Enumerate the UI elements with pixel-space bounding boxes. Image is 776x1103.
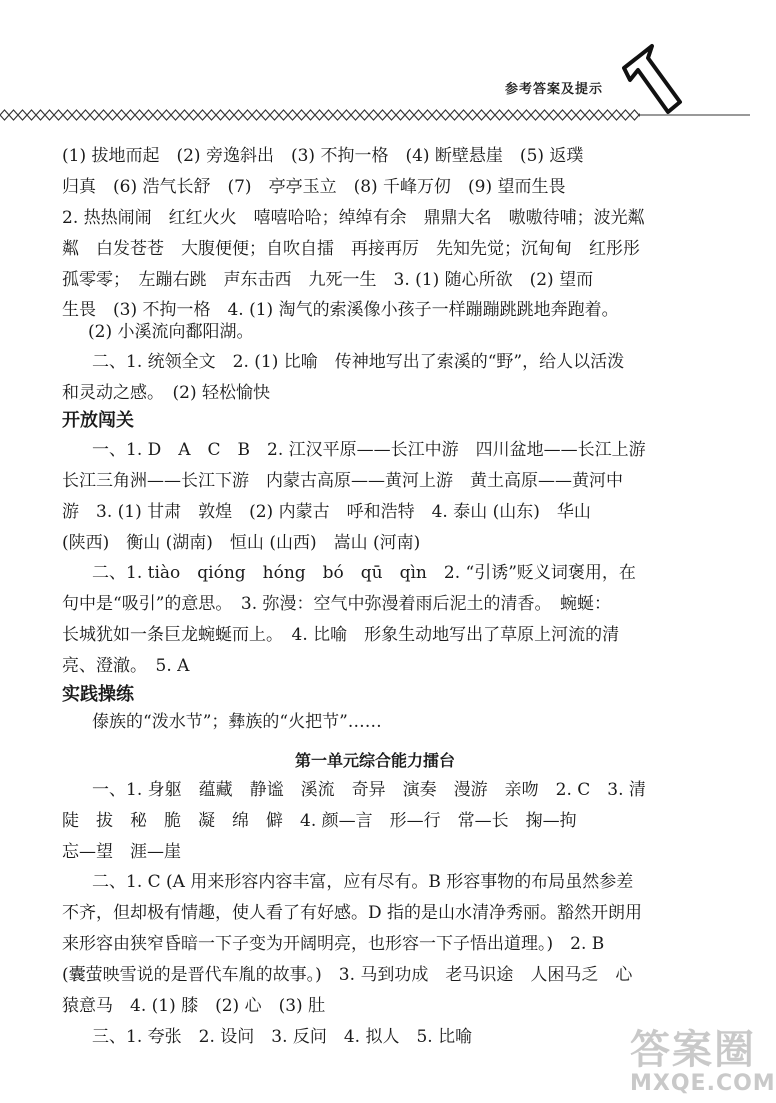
- decorative-chain-rule: [0, 108, 750, 122]
- text-line: (囊萤映雪说的是晋代车胤的故事。) 3. 马到功成 老马识途 人困马乏 心: [62, 965, 633, 985]
- section-heading: 实践操练: [62, 684, 134, 705]
- text-line: 亮、澄澈。 5. A: [62, 656, 190, 676]
- text-line: 2. 热热闹闹 红红火火 嘻嘻哈哈；绰绰有余 鼎鼎大名 嗷嗷待哺；波光粼: [62, 208, 645, 228]
- text-line: 和灵动之感。 (2) 轻松愉快: [62, 383, 270, 403]
- text-line: 长城犹如一条巨龙蜿蜒而上。 4. 比喻 形象生动地写出了草原上河流的清: [62, 625, 620, 645]
- text-line: 来形容由狭窄昏暗一下子变为开阔明亮，也形容一下子悟出道理。) 2. B: [62, 934, 605, 954]
- text-line: 二、1. tiào qióng hóng bó qū qìn 2. “引诱”贬义词褒用，在: [92, 563, 636, 583]
- text-line: 句中是“吸引”的意思。 3. 弥漫：空气中弥漫着雨后泥土的清香。 蜿蜒：: [62, 594, 612, 614]
- text-line: 二、1. 统领全文 2. (1) 比喻 传神地写出了索溪的“野”，给人以活泼: [92, 352, 625, 372]
- text-line: 生畏 (3) 不拘一格 4. (1) 淘气的索溪像小孩子一样蹦蹦跳跳地奔跑着。: [62, 300, 619, 320]
- text-line: 一、1. 身躯 蕴藏 静谧 溪流 奇异 演奏 漫游 亲吻 2. C 3. 清: [92, 780, 646, 800]
- text-line: (2) 小溪流向鄱阳湖。: [88, 322, 254, 342]
- text-line: 孤零零； 左蹦右跳 声东击西 九死一生 3. (1) 随心所欲 (2) 望而: [62, 270, 594, 290]
- text-line: 傣族的“泼水节”；彝族的“火把节”……: [92, 712, 382, 732]
- text-line: 一、1. D A C B 2. 江汉平原——长江中游 四川盆地——长江上游: [92, 440, 646, 460]
- text-line: 游 3. (1) 甘肃 敦煌 (2) 内蒙古 呼和浩特 4. 泰山 (山东) 华山: [62, 502, 591, 522]
- header-label: 参考答案及提示: [505, 82, 604, 97]
- text-line: 陡 拔 秘 脆 凝 绵 僻 4. 颜—言 形—行 常—长 掬—拘: [62, 811, 577, 831]
- text-line: 粼 白发苍苍 大腹便便；自吹自擂 再接再厉 先知先觉；沉甸甸 红彤彤: [62, 239, 640, 259]
- text-line: 归真 (6) 浩气长舒 (7) 亭亭玉立 (8) 千峰万仞 (9) 望而生畏: [62, 177, 566, 197]
- text-line: 长江三角洲——长江下游 内蒙古高原——黄河上游 黄土高原——黄河中: [62, 471, 623, 491]
- text-line: 忘—望 涯—崖: [62, 842, 181, 862]
- text-line: 二、1. C (A 用来形容内容丰富，应有尽有。B 形容事物的布局虽然参差: [92, 872, 634, 892]
- text-line: 猿意马 4. (1) 膝 (2) 心 (3) 肚: [62, 996, 326, 1016]
- watermark-logo: [630, 1018, 776, 1096]
- unit-title: 第一单元综合能力擂台: [294, 751, 455, 770]
- text-line: (陕西) 衡山 (湖南) 恒山 (山西) 嵩山 (河南): [62, 533, 421, 553]
- watermark-url: MXQE.COM: [630, 1071, 776, 1096]
- text-line: (1) 拔地而起 (2) 旁逸斜出 (3) 不拘一格 (4) 断壁悬崖 (5) 返璞: [62, 146, 584, 166]
- section-heading: 开放闯关: [62, 410, 134, 431]
- watermark-text: 答案圈: [630, 1027, 756, 1073]
- text-line: 不齐，但却极有情趣，使人看了有好感。D 指的是山水清净秀丽。豁然开朗用: [62, 903, 643, 923]
- text-line: 三、1. 夸张 2. 设问 3. 反问 4. 拟人 5. 比喻: [92, 1027, 473, 1047]
